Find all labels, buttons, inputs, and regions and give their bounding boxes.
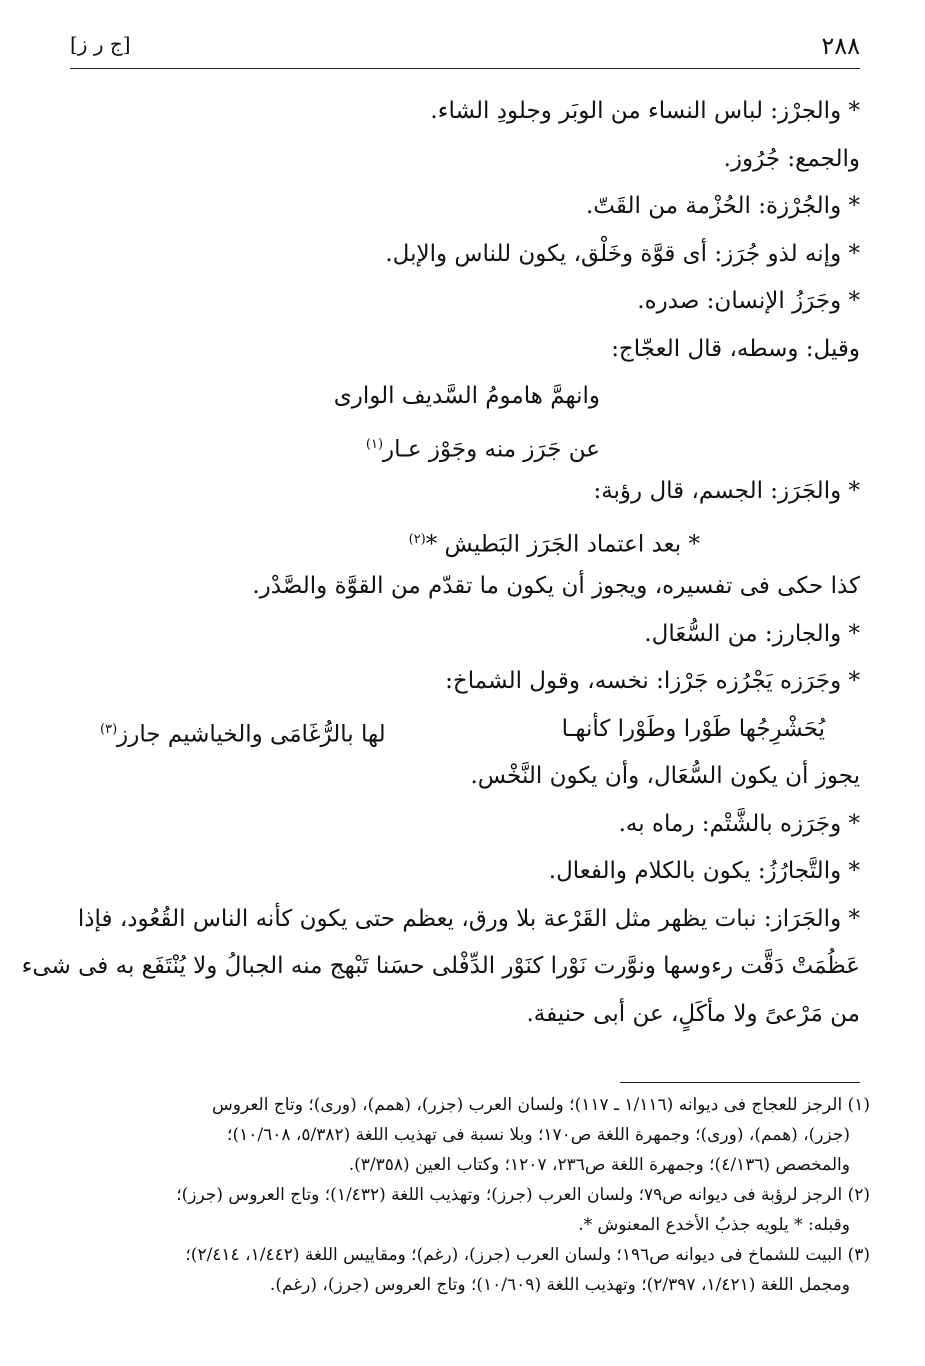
- entry-line: والجمع: جُرُوز.: [723, 145, 860, 172]
- footnote-rule: [620, 1082, 860, 1083]
- entry-line: عَظُمَتْ دَقَّت رءوسها ونوَّرت نَوْرا كنَوْر الدِّفْلى حسَنا تَبْهج منه الجبالُ ولا يُنْتَفَع به فى شىء: [21, 953, 860, 979]
- verse-line: [80, 421, 860, 469]
- footnote-mark: (١): [365, 436, 384, 452]
- root-heading: [ج ر ز]: [70, 32, 131, 56]
- entry-line: * والجُرْزة: الحُزْمة من القَتّ.: [585, 193, 860, 219]
- footnotes: [80, 1090, 870, 1300]
- header-rule: [70, 68, 860, 69]
- entry-line: كذا حكى فى تفسيره، ويجوز أن يكون ما تقدّم من القوَّة والصَّدْر.: [252, 573, 860, 599]
- verse-line: وانهمَّ هامومُ السَّديف الوارى: [333, 383, 600, 409]
- entry-line: * والجرْز: لباس النساء من الوبَر وجلودِ الشاء.: [430, 98, 860, 124]
- verse-line: [80, 516, 860, 564]
- verse-text: لها بالرُّغَامَى والخياشيم جارز: [117, 721, 386, 748]
- footnote-line: (١) الرجز للعجاج فى ديوانه (١/١١٦ ـ ١١٧)؛ ولسان العرب (جزر)، (همم)، (ورى)؛ وتاج العروس: [211, 1095, 870, 1115]
- footnote-mark: (٢): [408, 531, 426, 547]
- hemistich-first: يُحَشْرِجُها طَوْرا وطَوْرا كأنهـا: [561, 715, 825, 742]
- footnote-line: (٣) البيت للشماخ فى ديوانه ص١٩٦؛ ولسان العرب (جرز)، (رغم)؛ ومقاييس اللغة (١/٤٤٢، ٢/٤١٤)؛: [185, 1245, 870, 1265]
- entry-line: * والتَّجارُزُ: يكون بالكلام والفعال.: [548, 858, 860, 884]
- entry-line: * وجَرَزُ الإنسان: صدره.: [637, 288, 860, 314]
- footnote-line: (٢) الرجز لرؤبة فى ديوانه ص٧٩؛ ولسان العرب (جرز)؛ وتهذيب اللغة (١/٤٣٢)؛ وتاج العروس (جرز)؛: [176, 1185, 870, 1205]
- entry-line: * والجَرَاز: نبات يظهر مثل القَرْعة بلا ورق، يعظم حتى يكون كأنه الناس القُعُود، فإذا: [77, 905, 860, 932]
- entry-line: * والجارز: من السُّعَال.: [644, 620, 860, 647]
- main-text: [21, 88, 860, 1038]
- footnote-mark: (٣): [100, 721, 118, 737]
- entry-line: * وجَرَزه بالشَّتْم: رماه به.: [618, 810, 860, 837]
- entry-line: من مَرْعىً ولا مأكَلٍ، عن أبى حنيفة.: [526, 1000, 860, 1027]
- entry-line: * والجَرَز: الجسم، قال رؤبة:: [593, 478, 860, 504]
- footnote-line: وقبله: * يلويه جذبُ الأخدع المعنوش *.: [578, 1215, 850, 1235]
- poem-line: [80, 706, 860, 754]
- page-number: ٢٨٨: [821, 32, 860, 60]
- verse-text: * بعد اعتماد الجَرَز البَطيش *: [425, 531, 700, 558]
- entry-line: * وإنه لذو جُرَز: أى قوَّة وخَلْق، يكون للناس والإبل.: [385, 240, 860, 267]
- entry-line: * وجَرَزه يَجْرُزه جَرْزا: نخسه، وقول الشماخ:: [445, 668, 860, 694]
- verse-text: عن جَرَز منه وجَوْز عـار: [383, 436, 600, 463]
- footnote-line: (جزر)، (همم)، (ورى)؛ وجمهرة اللغة ص١٧٠؛ وبلا نسبة فى تهذيب اللغة (٥/٣٨٢، ١٠/٦٠٨)؛: [227, 1125, 850, 1145]
- footnote-line: والمخصص (٤/١٣٦)؛ وجمهرة اللغة ص٢٣٦، ١٢٠٧؛ وكتاب العين (٣/٣٥٨).: [348, 1155, 850, 1175]
- footnote-line: ومجمل اللغة (١/٤٢١، ٢/٣٩٧)؛ وتهذيب اللغة (١٠/٦٠٩)؛ وتاج العروس (جرز)، (رغم).: [269, 1275, 850, 1295]
- hemistich-second: [100, 706, 386, 754]
- entry-line: يجوز أن يكون السُّعَال، وأن يكون النَّخْس.: [470, 763, 860, 789]
- entry-line: وقيل: وسطه، قال العجّاج:: [611, 335, 860, 362]
- page-header: [70, 30, 860, 70]
